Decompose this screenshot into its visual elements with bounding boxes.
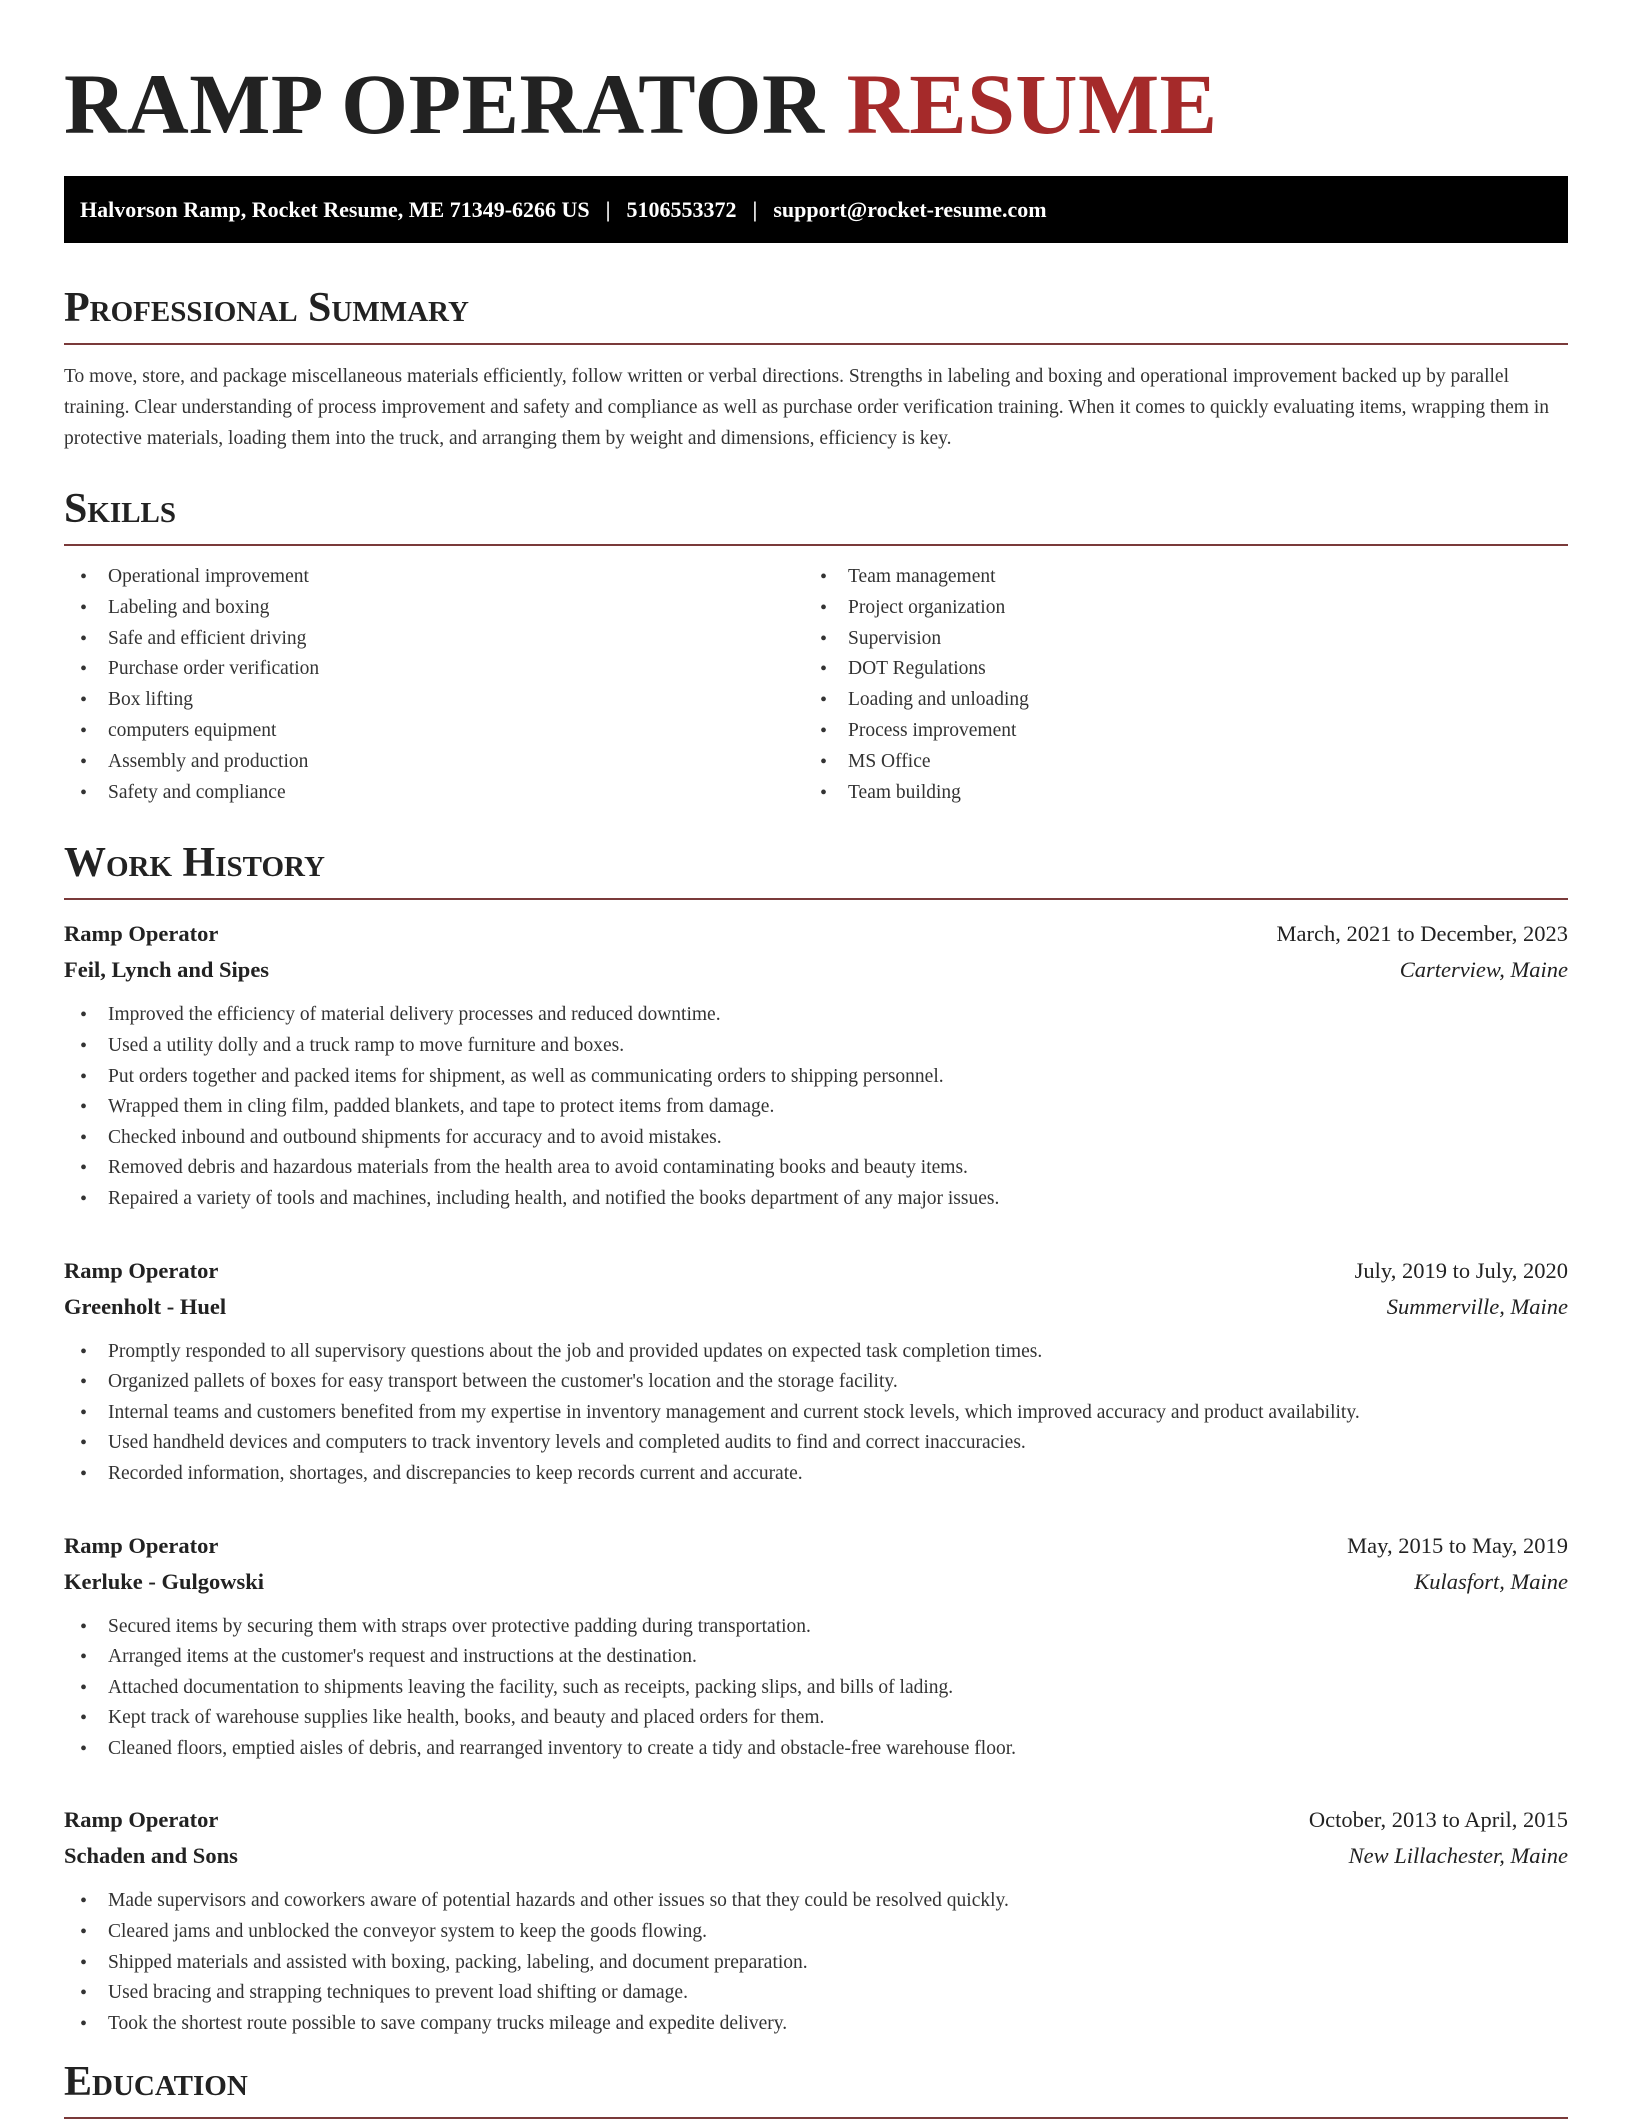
job-location: Kulasfort, Maine xyxy=(1414,1568,1568,1594)
resume-title xyxy=(64,54,1568,154)
education-heading: Education xyxy=(64,2057,1568,2119)
job-entry xyxy=(64,916,1568,1214)
skill-item: • Purchase order verification xyxy=(64,654,804,685)
skill-item: • computers equipment xyxy=(64,716,804,747)
job-duty-item: • Promptly responded to all supervisory questions about the job and provided updates on expected task completion times. xyxy=(64,1337,1568,1368)
job-duty-item: • Arranged items at the customer's request and instructions at the destination. xyxy=(64,1642,1568,1673)
job-duty-item: • Internal teams and customers benefited from my expertise in inventory management and current stock levels, which improved accuracy and product availability. xyxy=(64,1398,1568,1429)
skills-heading: Skills xyxy=(64,484,1568,546)
skills-column-right xyxy=(804,562,1029,808)
job-duty-item: • Repaired a variety of tools and machines, including health, and notified the books department of any major issues. xyxy=(64,1184,1568,1215)
job-duty-item: • Put orders together and packed items for shipment, as well as communicating orders to shipping personnel. xyxy=(64,1062,1568,1093)
job-company: Greenholt - Huel xyxy=(64,1293,227,1319)
work-history-list xyxy=(64,916,1568,2039)
job-duty-item: • Removed debris and hazardous materials from the health area to avoid contaminating books and beauty items. xyxy=(64,1153,1568,1184)
job-duty-item: • Used bracing and strapping techniques to prevent load shifting or damage. xyxy=(64,1978,1568,2009)
job-entry xyxy=(64,1528,1568,1765)
job-location: New Lillachester, Maine xyxy=(1348,1843,1568,1869)
job-location: Carterview, Maine xyxy=(1399,957,1568,983)
skill-item: • DOT Regulations xyxy=(804,654,1029,685)
skill-item: • Box lifting xyxy=(64,685,804,716)
summary-heading: Professional Summary xyxy=(64,283,1568,345)
skill-item: • Team management xyxy=(804,562,1029,593)
title-main: RAMP OPERATOR xyxy=(64,56,825,152)
skill-item: • MS Office xyxy=(804,747,1029,778)
job-duty-item: • Checked inbound and outbound shipments for accuracy and to avoid mistakes. xyxy=(64,1123,1568,1154)
job-duties xyxy=(64,1000,1568,1214)
skill-item: • Safe and efficient driving xyxy=(64,624,804,655)
job-dates: March, 2021 to December, 2023 xyxy=(1276,921,1568,947)
skill-item: • Process improvement xyxy=(804,716,1029,747)
skill-item: • Project organization xyxy=(804,593,1029,624)
job-title: Ramp Operator xyxy=(64,1532,219,1558)
job-company: Schaden and Sons xyxy=(64,1843,238,1869)
job-duty-item: • Used a utility dolly and a truck ramp to move furniture and boxes. xyxy=(64,1031,1568,1062)
job-duty-item: • Used handheld devices and computers to track inventory levels and completed audits to find and correct inaccuracies. xyxy=(64,1428,1568,1459)
contact-address: Halvorson Ramp, Rocket Resume, ME 71349-6266 US xyxy=(80,196,590,222)
skill-item: • Supervision xyxy=(804,624,1029,655)
job-title: Ramp Operator xyxy=(64,921,219,947)
job-title: Ramp Operator xyxy=(64,1257,219,1283)
job-title: Ramp Operator xyxy=(64,1807,219,1833)
job-duty-item: • Shipped materials and assisted with boxing, packing, labeling, and document preparation. xyxy=(64,1948,1568,1979)
skill-item: • Team building xyxy=(804,778,1029,809)
skill-item: • Safety and compliance xyxy=(64,778,804,809)
job-duties xyxy=(64,1886,1568,2039)
job-duties xyxy=(64,1337,1568,1490)
contact-bar xyxy=(64,176,1568,243)
job-duty-item: • Secured items by securing them with straps over protective padding during transportation. xyxy=(64,1612,1568,1643)
skill-item: • Operational improvement xyxy=(64,562,804,593)
skill-item: • Loading and unloading xyxy=(804,685,1029,716)
job-company: Kerluke - Gulgowski xyxy=(64,1568,265,1594)
job-entry xyxy=(64,1253,1568,1490)
job-dates: May, 2015 to May, 2019 xyxy=(1347,1532,1568,1558)
resume-page xyxy=(64,0,1568,2119)
skills-column-left xyxy=(64,562,804,808)
job-entry xyxy=(64,1802,1568,2039)
job-duty-item: • Cleaned floors, emptied aisles of debris, and rearranged inventory to create a tidy and obstacle-free warehouse floor. xyxy=(64,1734,1568,1765)
title-accent: RESUME xyxy=(846,56,1218,152)
job-dates: October, 2013 to April, 2015 xyxy=(1308,1807,1568,1833)
skill-item: • Labeling and boxing xyxy=(64,593,804,624)
skill-item: • Assembly and production xyxy=(64,747,804,778)
job-duty-item: • Took the shortest route possible to save company trucks mileage and expedite delivery. xyxy=(64,2009,1568,2040)
job-dates: July, 2019 to July, 2020 xyxy=(1354,1257,1568,1283)
job-duty-item: • Wrapped them in cling film, padded blankets, and tape to protect items from damage. xyxy=(64,1092,1568,1123)
job-location: Summerville, Maine xyxy=(1386,1293,1568,1319)
job-duty-item: • Made supervisors and coworkers aware of potential hazards and other issues so that they could be resolved quickly. xyxy=(64,1886,1568,1917)
skills-list xyxy=(64,562,1568,808)
job-duty-item: • Cleared jams and unblocked the conveyor system to keep the goods flowing. xyxy=(64,1917,1568,1948)
job-duty-item: • Kept track of warehouse supplies like health, books, and beauty and placed orders for them. xyxy=(64,1703,1568,1734)
job-duty-item: • Recorded information, shortages, and discrepancies to keep records current and accurate. xyxy=(64,1459,1568,1490)
contact-email: support@rocket-resume.com xyxy=(773,196,1047,222)
contact-separator: | xyxy=(605,196,611,222)
job-duties xyxy=(64,1612,1568,1765)
job-duty-item: • Improved the efficiency of material delivery processes and reduced downtime. xyxy=(64,1000,1568,1031)
job-company: Feil, Lynch and Sipes xyxy=(64,957,270,983)
work-history-heading: Work History xyxy=(64,838,1568,900)
contact-separator: | xyxy=(752,196,758,222)
job-duty-item: • Organized pallets of boxes for easy transport between the customer's location and the storage facility. xyxy=(64,1367,1568,1398)
contact-phone: 5106553372 xyxy=(626,196,737,222)
summary-text: To move, store, and package miscellaneous materials efficiently, follow written or verbal directions. Strengths in labeling and boxing and operational improvement backed up by parallel training. Clear understanding of process improvement and safety and compliance as well as purchase order verification training. When it comes to quickly evaluating items, wrapping them in protective materials, loading them into the truck, and arranging them by weight and dimensions, efficiency is key. xyxy=(64,366,1549,449)
job-duty-item: • Attached documentation to shipments leaving the facility, such as receipts, packing slips, and bills of lading. xyxy=(64,1673,1568,1704)
